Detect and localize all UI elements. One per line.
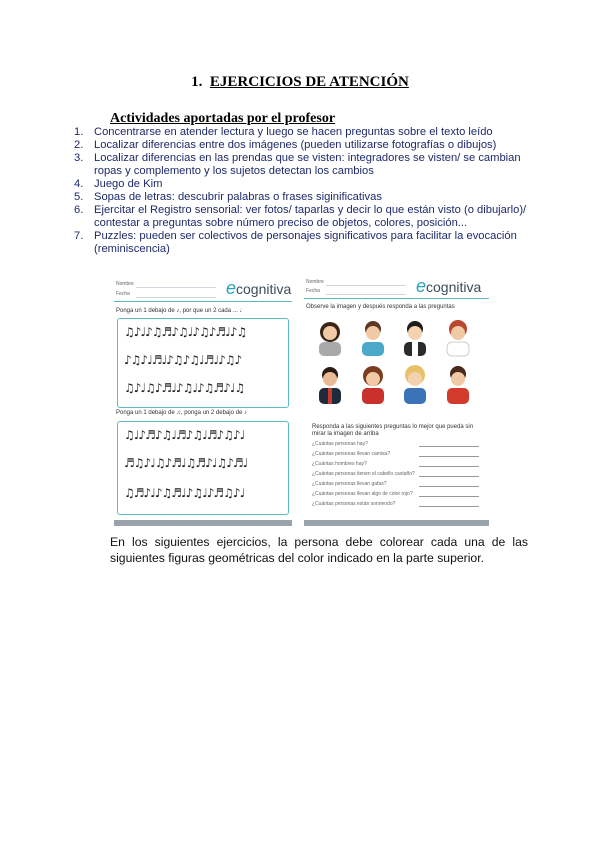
cognitiva-logo: ecognitiva (226, 278, 292, 298)
list-item: 5. Sopas de letras: descubrir palabras o frases siginificativas (74, 191, 382, 203)
question-line: ¿Cuántas personas tienen el cabello castaño? (312, 471, 479, 477)
notes-box: ♫♩♪♬♪♫♩♬♪♫♩♬♪♫♪♩ ♬♫♪♩♫♪♬♩♫♬♪♩♫♪♬♩ ♫♬♪♩♪♫♬♩♪♫♩♪♬♫♪♩ (117, 421, 289, 515)
music-notes-worksheet (114, 276, 292, 526)
faces-worksheet (304, 276, 489, 526)
section-heading (0, 74, 600, 91)
face-man-3 (319, 367, 341, 404)
cognitiva-logo: ecognitiva (416, 276, 482, 296)
list-item: 3. Localizar diferencias en las prendas que se visten: integradores se visten/ se cambian ropas y complemento y los sujetos detectan los cambios (74, 152, 521, 177)
face-man-4 (447, 366, 469, 404)
heading-number: 1. (191, 74, 203, 90)
list-item: 1. Concentrarse en atender lectura y luego se hacen preguntas sobre el texto leído (74, 126, 493, 138)
list-item: 4. Juego de Kim (74, 178, 163, 190)
instruction-text: Observe la imagen y después responda a las preguntas (306, 304, 455, 310)
name-label: Nombre (306, 279, 324, 285)
face-man-1 (362, 321, 384, 356)
face-woman-2 (447, 320, 469, 356)
question-line: ¿Cuántas hombres hay? (312, 461, 479, 467)
heading-text: EJERCICIOS DE ATENCIÓN (209, 74, 409, 90)
subheading: Actividades aportadas por el profesor (110, 111, 336, 126)
question-line: ¿Cuántas personas llevan gafas? (312, 481, 479, 487)
instruction-text: Responda a las siguientes preguntas lo mejor que pueda sin mirar la imagen de arriba (312, 424, 474, 437)
activity-list (72, 126, 532, 256)
instruction-text: Ponga un 1 debajo de ♪, por que un 2 cada ... ♩ (116, 308, 246, 314)
instruction-text: Ponga un 1 debajo de ♫, ponga un 2 debajo de ♪ (116, 410, 247, 416)
question-line: ¿Cuántas personas llevan camisa? (312, 451, 479, 457)
list-item: 7. Puzzles: pueden ser colectivos de personajes significativos para facilitar la evocación (reminiscencia) (74, 230, 517, 255)
face-man-2 (404, 321, 426, 356)
faces-grid (310, 316, 486, 406)
face-woman-1 (319, 322, 341, 356)
worksheet-images (114, 276, 489, 526)
face-woman-3 (362, 366, 384, 404)
list-item: 6. Ejercitar el Registro sensorial: ver fotos/ taparlas y decir lo que están visto (o dibujarlo)/ contestar a preguntas sobre número preciso de objetos, colores, posición... (74, 204, 527, 229)
notes-box: ♫♪♩♪♫♬♪♫♩♪♫♪♬♩♪♫ ♪♫♪♩♬♩♪♫♪♫♩♬♩♪♫♪ ♫♪♩♫♪♬♩♪♫♩♪♫♬♪♩♫ (117, 318, 289, 408)
question-line: ¿Cuántas personas llevan algo de color rojo? (312, 491, 479, 497)
list-item: 2. Localizar diferencias entre dos imágenes (pueden utilizarse fotografías o dibujos) (74, 139, 497, 151)
question-line: ¿Cuántas personas están sonriendo? (312, 501, 479, 507)
question-line: ¿Cuántas personas hay? (312, 441, 479, 447)
name-label: Nombre (116, 281, 134, 287)
date-label: Fecha (306, 288, 320, 294)
date-label: Fecha (116, 291, 130, 297)
instruction-paragraph: En los siguientes ejercicios, la persona debe colorear cada una de las siguientes figuras geométricas del color indicado en la parte superior. (110, 535, 528, 565)
face-woman-4 (404, 365, 426, 404)
